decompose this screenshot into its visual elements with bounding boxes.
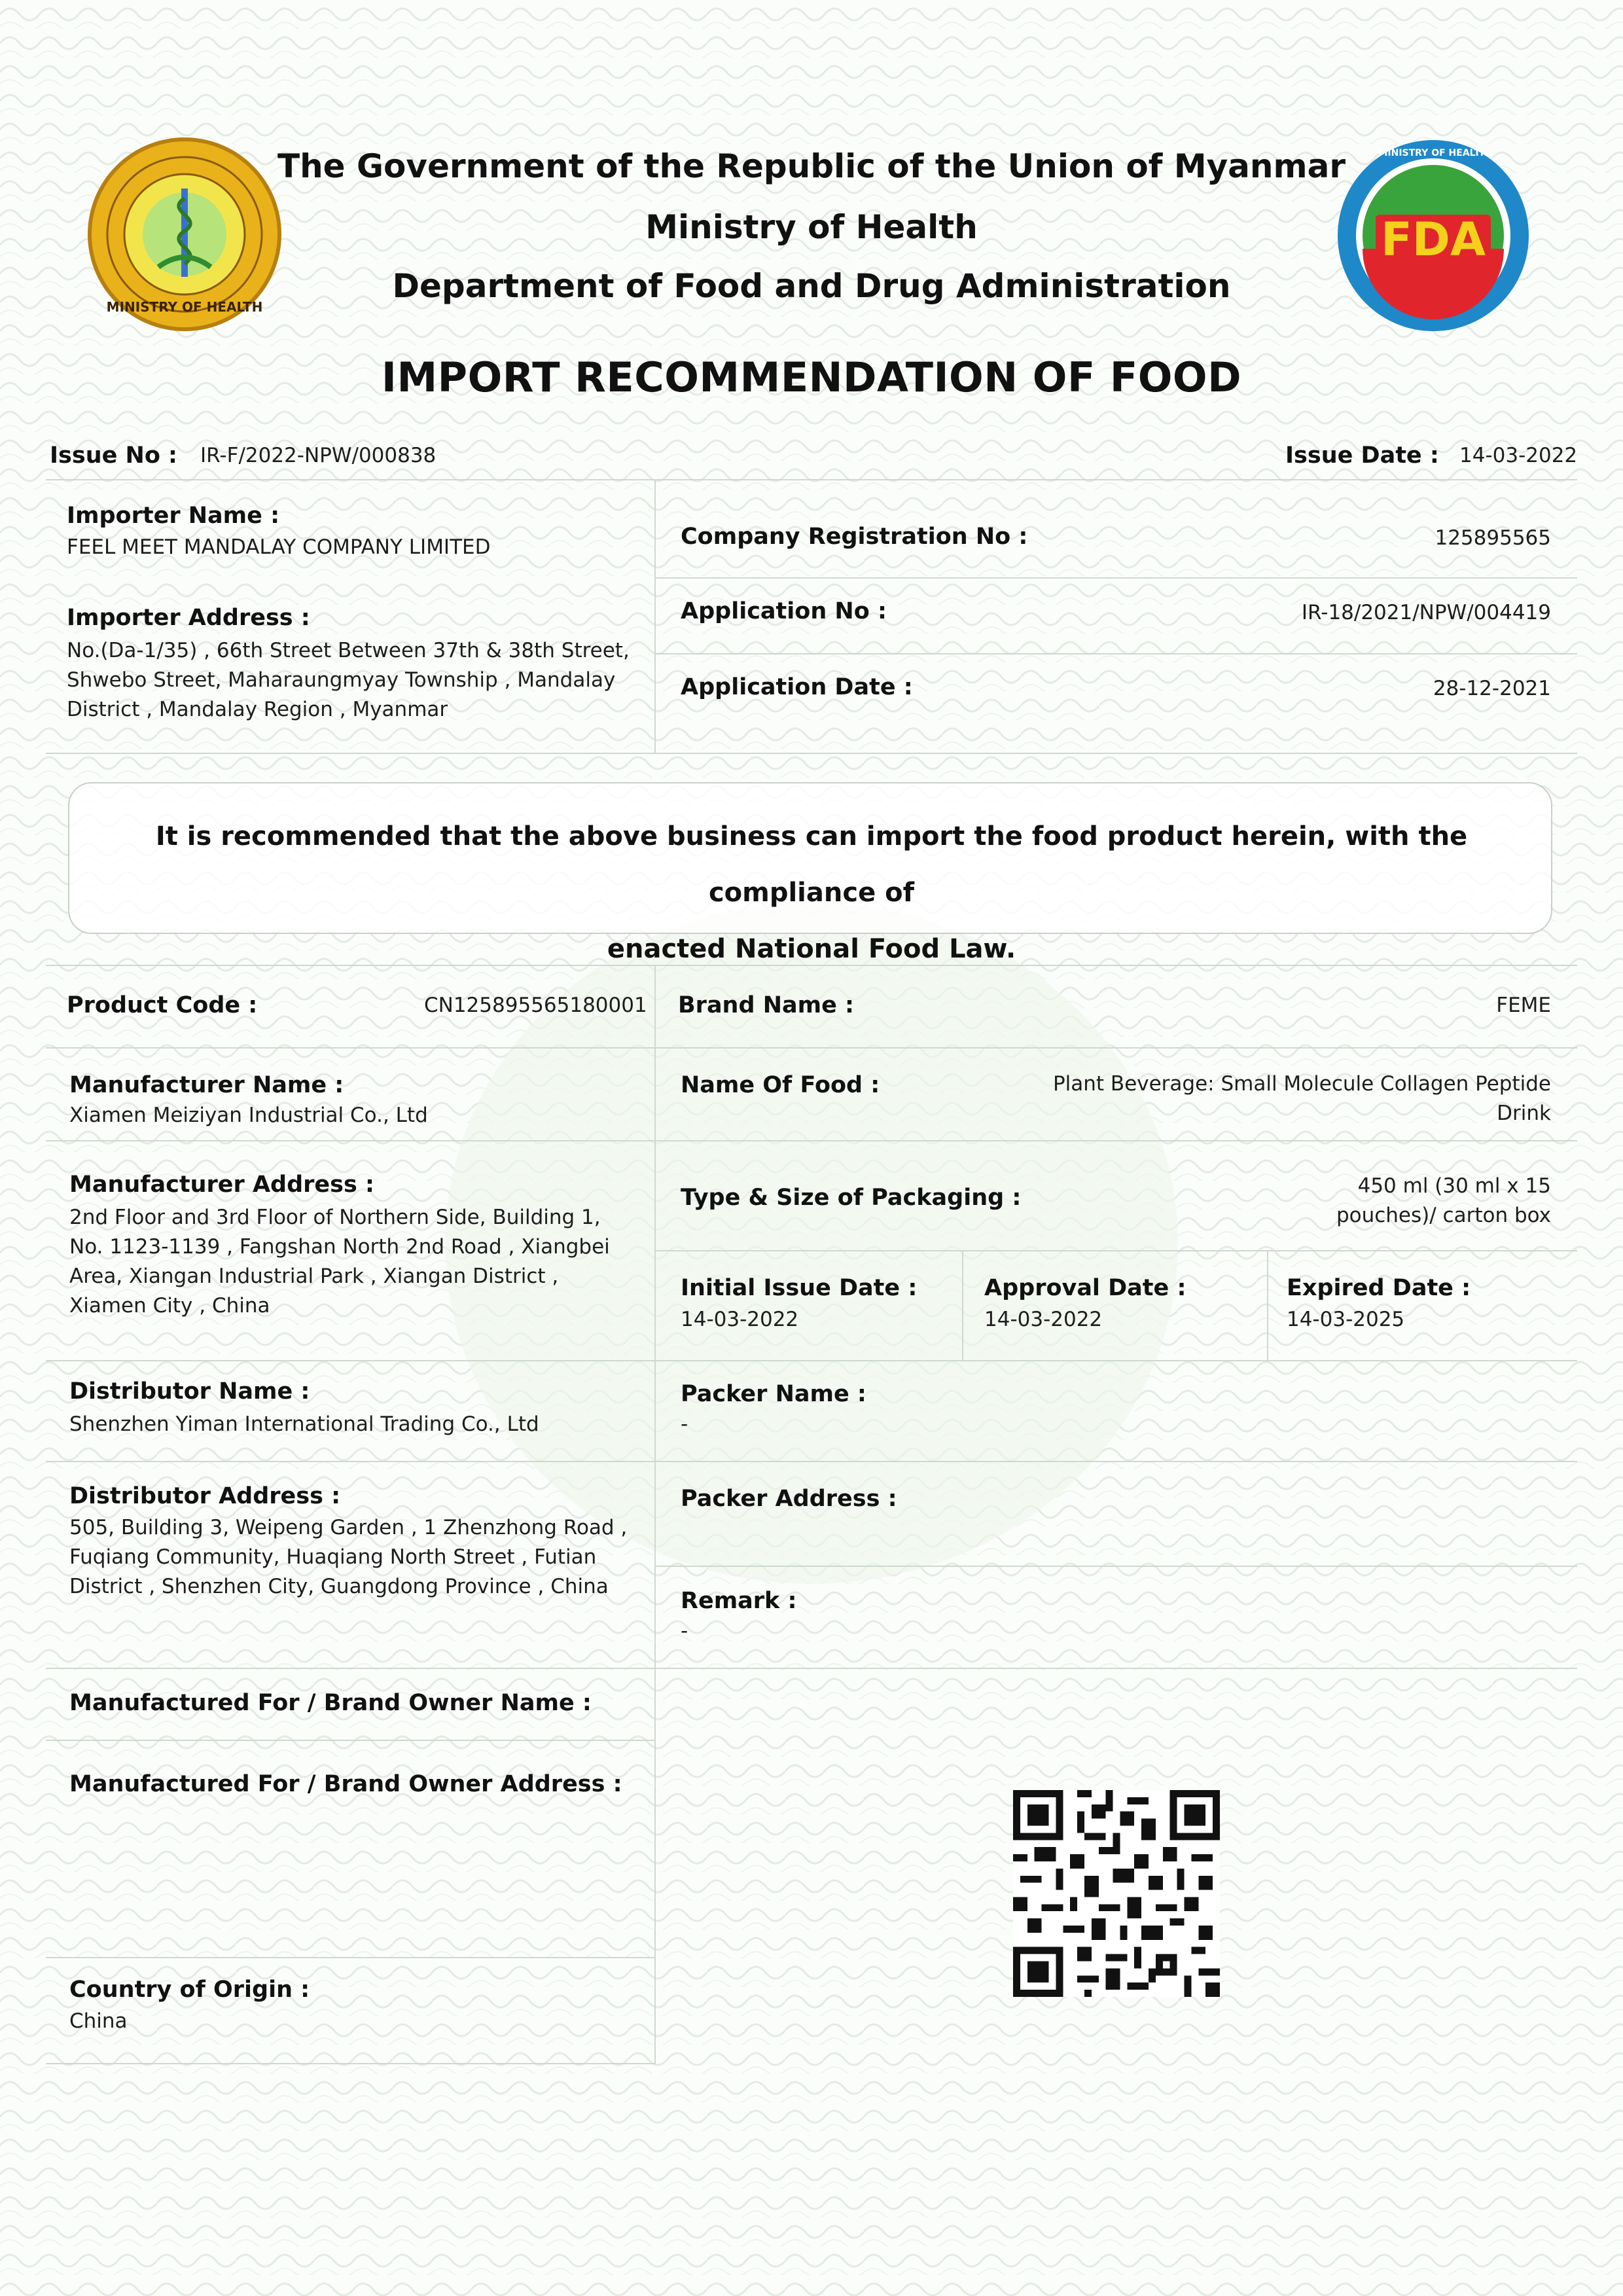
importer-address-label: Importer Address : — [67, 605, 310, 631]
packer-address-label: Packer Address : — [681, 1486, 897, 1512]
expired-date-value: 14-03-2025 — [1287, 1308, 1405, 1331]
packer-name-label: Packer Name : — [681, 1381, 866, 1407]
qr-code — [1013, 1790, 1220, 1997]
distributor-address-line: District , Shenzhen City, Guangdong Province , China — [69, 1575, 609, 1598]
brand-owner-name-label: Manufactured For / Brand Owner Name : — [69, 1690, 592, 1716]
approval-date-label: Approval Date : — [984, 1275, 1186, 1301]
svg-text:MINISTRY OF HEALTH: MINISTRY OF HEALTH — [106, 299, 263, 315]
divider — [46, 753, 1577, 754]
ministry-of-health-emblem — [86, 136, 283, 332]
packaging-value-continued: pouches)/ carton box — [1336, 1204, 1551, 1227]
importer-address-line: Shwebo Street, Maharaungmyay Township , Mandalay — [67, 668, 616, 692]
food-name-value: Plant Beverage: Small Molecule Collagen Peptide — [1052, 1072, 1551, 1096]
packaging-label: Type & Size of Packaging : — [681, 1185, 1022, 1211]
application-no-value: IR-18/2021/NPW/004419 — [1301, 601, 1551, 624]
divider — [654, 653, 1577, 655]
manufacturer-name-value: Xiamen Meiziyan Industrial Co., Ltd — [69, 1103, 428, 1127]
initial-issue-date-label: Initial Issue Date : — [681, 1275, 918, 1301]
application-no-label: Application No : — [681, 598, 887, 624]
divider — [962, 1250, 963, 1360]
distributor-address-line: Fuqiang Community, Huaqiang North Street , Futian — [69, 1545, 597, 1569]
manufacturer-name-label: Manufacturer Name : — [69, 1072, 344, 1098]
remark-value: - — [681, 1619, 688, 1643]
application-date-label: Application Date : — [681, 674, 913, 700]
issue-date-label: Issue Date : — [1285, 442, 1439, 469]
svg-text:FDA: FDA — [1380, 213, 1486, 266]
product-code-label: Product Code : — [67, 992, 258, 1018]
compliance-notice-text — [148, 808, 1475, 977]
department-heading: Department of Food and Drug Administration — [392, 267, 1231, 305]
distributor-name-label: Distributor Name : — [69, 1378, 310, 1405]
divider — [654, 1566, 1577, 1567]
packer-name-value: - — [681, 1412, 688, 1436]
importer-address-line: District , Mandalay Region , Myanmar — [67, 698, 448, 721]
manufacturer-address-line: Xiamen City , China — [69, 1294, 270, 1318]
manufacturer-address-label: Manufacturer Address : — [69, 1172, 375, 1198]
remark-label: Remark : — [681, 1588, 797, 1614]
packaging-value: 450 ml (30 ml x 15 — [1357, 1174, 1551, 1198]
compliance-notice — [68, 782, 1552, 964]
divider — [654, 1250, 1577, 1251]
country-of-origin-value: China — [69, 2009, 128, 2033]
divider — [46, 1360, 1577, 1361]
ministry-heading: Ministry of Health — [645, 208, 978, 246]
company-registration-value: 125895565 — [1435, 526, 1551, 550]
food-name-label: Name Of Food : — [681, 1072, 880, 1098]
distributor-address-line: 505, Building 3, Weipeng Garden , 1 Zhenzhong Road , — [69, 1516, 628, 1539]
approval-date-value: 14-03-2022 — [984, 1308, 1103, 1331]
expired-date-label: Expired Date : — [1287, 1275, 1471, 1301]
divider — [46, 2063, 654, 2064]
fda-logo — [1335, 137, 1531, 334]
distributor-name-value: Shenzhen Yiman International Trading Co., Ltd — [69, 1412, 539, 1436]
divider — [46, 1668, 1577, 1669]
brand-name-label: Brand Name : — [678, 992, 855, 1018]
divider — [46, 479, 1577, 480]
initial-issue-date-value: 14-03-2022 — [681, 1308, 799, 1331]
divider — [46, 965, 1577, 966]
issue-date-value: 14-03-2022 — [1459, 444, 1578, 467]
distributor-address-label: Distributor Address : — [69, 1483, 341, 1509]
manufacturer-address-line: Area, Xiangan Industrial Park , Xiangan District , — [69, 1265, 559, 1288]
divider — [654, 479, 656, 754]
country-of-origin-label: Country of Origin : — [69, 1977, 310, 2003]
brand-owner-address-label: Manufactured For / Brand Owner Address : — [69, 1771, 622, 1797]
divider — [1267, 1250, 1268, 1360]
manufacturer-address-line: No. 1123-1139 , Fangshan North 2nd Road , Xiangbei — [69, 1235, 610, 1259]
brand-name-value: FEME — [1496, 994, 1551, 1017]
issue-no-value: IR-F/2022-NPW/000838 — [200, 444, 437, 467]
government-heading: The Government of the Republic of the Union of Myanmar — [277, 147, 1346, 185]
divider — [654, 577, 1577, 579]
divider — [46, 1140, 1577, 1141]
divider — [654, 965, 656, 2064]
notice-line: It is recommended that the above business can import the food product herein, with the compliance of — [155, 821, 1468, 908]
company-registration-label: Company Registration No : — [681, 524, 1028, 550]
divider — [46, 1740, 654, 1741]
document-title: IMPORT RECOMMENDATION OF FOOD — [381, 353, 1242, 401]
manufacturer-address-line: 2nd Floor and 3rd Floor of Northern Side, Building 1, — [69, 1206, 601, 1229]
notice-line: enacted National Food Law. — [607, 934, 1016, 964]
application-date-value: 28-12-2021 — [1433, 677, 1551, 700]
importer-name-label: Importer Name : — [67, 503, 280, 529]
divider — [46, 1047, 1577, 1049]
importer-address-line: No.(Da-1/35) , 66th Street Between 37th & 38th Street, — [67, 639, 630, 662]
food-name-value-continued: Drink — [1497, 1102, 1551, 1125]
divider — [46, 1957, 654, 1958]
divider — [46, 1461, 1577, 1462]
svg-text:MINISTRY OF HEALTH: MINISTRY OF HEALTH — [1378, 148, 1488, 158]
product-code-value: CN125895565180001 — [424, 994, 647, 1017]
importer-name-value: FEEL MEET MANDALAY COMPANY LIMITED — [67, 535, 491, 559]
issue-no-label: Issue No : — [50, 442, 178, 469]
